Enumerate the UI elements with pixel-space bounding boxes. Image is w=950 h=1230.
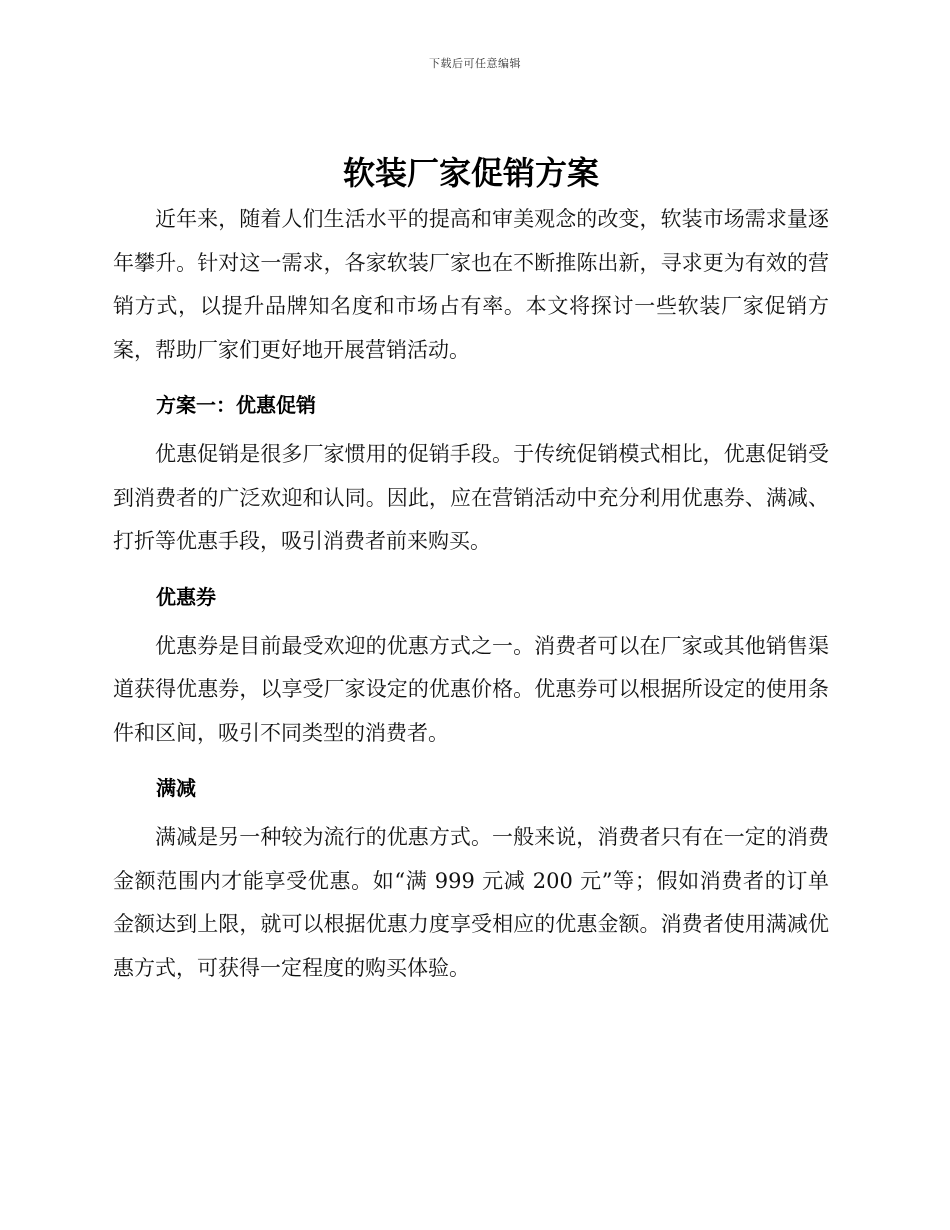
- document-title: 软装厂家促销方案: [342, 154, 599, 192]
- section-heading-spend-reduction: 满减: [156, 776, 196, 800]
- section-heading-coupon: 优惠券: [156, 584, 216, 609]
- section-paragraph-spend-reduction: 满减是另一种较为流行的优惠方式。一般来说，消费者只有在一定的消费金额范围内才能享受优惠。如“满 999 元减 200 元”等；假如消费者的订单金额达到上限，就可以根据优惠力度享受相应的优惠金额。消费者使用满减优惠方式，可获得一定程度的购买体验。: [113, 825, 829, 980]
- document-body: [113, 150, 829, 990]
- section-paragraph-discount-promotion: 优惠促销是很多厂家惯用的促销手段。于传统促销模式相比，优惠促销受到消费者的广泛欢迎和认同。因此，应在营销活动中充分利用优惠券、满减、打折等优惠手段，吸引消费者前来购买。: [113, 442, 829, 553]
- header-note: 下载后可任意编辑: [429, 57, 521, 70]
- section-heading-discount-promotion: 方案一：优惠促销: [156, 393, 316, 417]
- intro-paragraph: 近年来，随着人们生活水平的提高和审美观念的改变，软装市场需求量逐年攀升。针对这一需求，各家软装厂家也在不断推陈出新，寻求更为有效的营销方式，以提升品牌知名度和市场占有率。本文将探讨一些软装厂家促销方案，帮助厂家们更好地开展营销活动。: [113, 207, 829, 362]
- section-paragraph-coupon: 优惠券是目前最受欢迎的优惠方式之一。消费者可以在厂家或其他销售渠道获得优惠券，以享受厂家设定的优惠价格。优惠券可以根据所设定的使用条件和区间，吸引不同类型的消费者。: [113, 633, 829, 745]
